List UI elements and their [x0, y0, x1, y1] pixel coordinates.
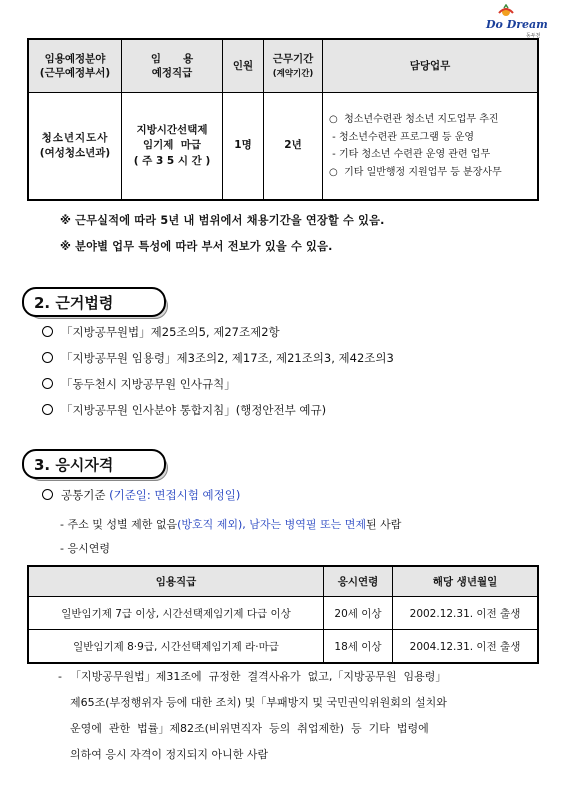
- circle-bullet-icon: [42, 326, 53, 337]
- recruitment-table: [27, 38, 539, 201]
- circle-bullet-icon: [42, 378, 53, 389]
- law-item: 「지방공무원 인사분야 통합지침」(행정안전부 예규): [42, 402, 326, 418]
- cell-period: 2년: [264, 93, 323, 201]
- note-transfer: ※ 분야별 업무 특성에 따라 부서 전보가 있을 수 있음.: [60, 240, 333, 253]
- cell-duties: [323, 93, 539, 201]
- header-duty: 담당업무: [323, 39, 539, 93]
- header-title: 임 용 예정직급: [122, 39, 223, 93]
- age-header-birth: 해당 생년월일: [393, 566, 539, 597]
- age-line: - 응시연령: [60, 542, 110, 555]
- header-count: 인원: [223, 39, 264, 93]
- age-header-title: 임용직급: [28, 566, 324, 597]
- age-table: [27, 565, 539, 664]
- circle-bullet-icon: [42, 352, 53, 363]
- cell-count: 1명: [223, 93, 264, 201]
- svg-text:동두천: 동두천: [526, 33, 541, 39]
- section-3-title: 3. 응시자격: [22, 449, 166, 479]
- duty-line: ○ 청소년수련관 청소년 지도업무 추진: [329, 114, 499, 125]
- cell-field: 청소년지도사 (여성청소년과): [28, 93, 122, 201]
- header-field: 임용예정분야 (근무예정부서): [28, 39, 122, 93]
- age-header-age: 응시연령: [324, 566, 393, 597]
- cell-title: 지방시간선택제 임기제 마급 ( 주 3 5 시 간 ): [122, 93, 223, 201]
- section-2-title: 2. 근거법령: [22, 287, 166, 317]
- law-item: 「지방공무원 임용령」제3조의2, 제17조, 제21조의3, 제42조의3: [42, 350, 394, 366]
- duty-line: - 청소년수련관 프로그램 등 운영: [329, 131, 475, 143]
- common-criteria: 공통기준 (기준일: 면접시험 예정일): [42, 487, 240, 503]
- circle-bullet-icon: [42, 404, 53, 415]
- dodream-logo: [482, 4, 548, 40]
- disqualification-paragraph: - 「지방공무원법」제31조에 규정한 결격사유가 없고,「지방공무원 임용령」 제65조(부정행위자 등에 대한 조치) 및「부패방지 및 국민권익위원회의 설치와 운영에 관한 법률」제82조(비위면직자 등의 취업제한) 등 기타 법령에 의하여 응시 자격이 정지되지 아니한 사람: [70, 664, 548, 768]
- header-period: 근무기간 (계약기간): [264, 39, 323, 93]
- law-item: 「지방공무원법」제25조의5, 제27조제2항: [42, 324, 280, 340]
- table-row: 일반임기제 8·9급, 시간선택제임기제 라·마급 18세 이상 2004.12.31. 이전 출생: [28, 630, 538, 664]
- svg-text:Do Dream: Do Dream: [486, 18, 548, 31]
- note-extension: ※ 근무실적에 따라 5년 내 범위에서 채용기간을 연장할 수 있음.: [60, 214, 385, 227]
- section-3-heading: [22, 449, 166, 477]
- address-gender-line: - 주소 및 성별 제한 없음(방호직 제외), 남자는 병역필 또는 면제된 사람: [60, 518, 402, 531]
- section-2-heading: [22, 287, 166, 315]
- dash-bullet: -: [58, 670, 62, 683]
- duty-line: - 기타 청소년 수련관 운영 관련 업무: [329, 149, 491, 160]
- law-item: 「동두천시 지방공무원 인사규칙」: [42, 376, 236, 392]
- table-row: 일반임기제 7급 이상, 시간선택제임기제 다급 이상 20세 이상 2002.12.31. 이전 출생: [28, 597, 538, 630]
- duty-line: ○ 기타 일반행정 지원업무 등 분장사무: [329, 166, 502, 178]
- circle-bullet-icon: [42, 489, 53, 500]
